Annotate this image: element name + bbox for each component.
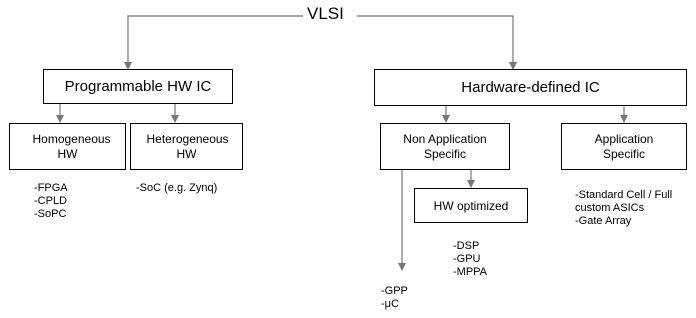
node-heterogeneous-hw <box>130 123 243 170</box>
homogeneous-examples-list <box>34 182 68 221</box>
connector-vlsi-to-hardware-defined <box>357 16 513 69</box>
connector-vlsi-to-programmable <box>128 16 303 69</box>
non-specific-examples-list <box>381 285 408 311</box>
node-homogeneous-hw <box>9 123 126 170</box>
list-item: -Gate Array <box>575 215 632 227</box>
root-vlsi-label: VLSI <box>303 4 348 24</box>
list-item: -SoPC <box>34 208 67 220</box>
node-application-specific <box>561 123 687 170</box>
heterogeneous-examples-list <box>136 182 217 195</box>
application-specific-examples-list <box>575 189 672 228</box>
list-item: -GPP <box>381 285 408 297</box>
node-programmable-hw-ic-label: Programmable HW IC <box>64 78 212 95</box>
node-hw-optimized-label: HW optimized <box>433 198 509 213</box>
node-hardware-defined-ic-label: Hardware-defined IC <box>461 79 600 96</box>
node-homogeneous-hw-label: Homogeneous HW <box>32 131 111 161</box>
node-hardware-defined-ic <box>374 69 687 106</box>
node-application-specific-label: Application Specific <box>594 131 654 161</box>
list-item: -SoC (e.g. Zynq) <box>136 182 218 194</box>
list-item: -FPGA <box>34 182 68 194</box>
node-non-application-specific-label: Non Application Specific <box>403 131 487 161</box>
list-item: -MPPA <box>453 266 488 278</box>
list-item: -μC <box>381 298 399 310</box>
list-item: -GPU <box>453 253 481 265</box>
node-non-application-specific <box>380 123 510 170</box>
node-hw-optimized <box>414 188 528 223</box>
node-heterogeneous-hw-label: Heterogeneous HW <box>146 131 229 161</box>
list-item: -Standard Cell / Full <box>575 189 673 201</box>
list-item: -CPLD <box>34 195 68 207</box>
hw-optimized-examples-list <box>453 240 487 279</box>
list-item: -DSP <box>453 240 480 252</box>
list-item: custom ASICs <box>575 202 645 214</box>
node-programmable-hw-ic <box>43 69 233 104</box>
